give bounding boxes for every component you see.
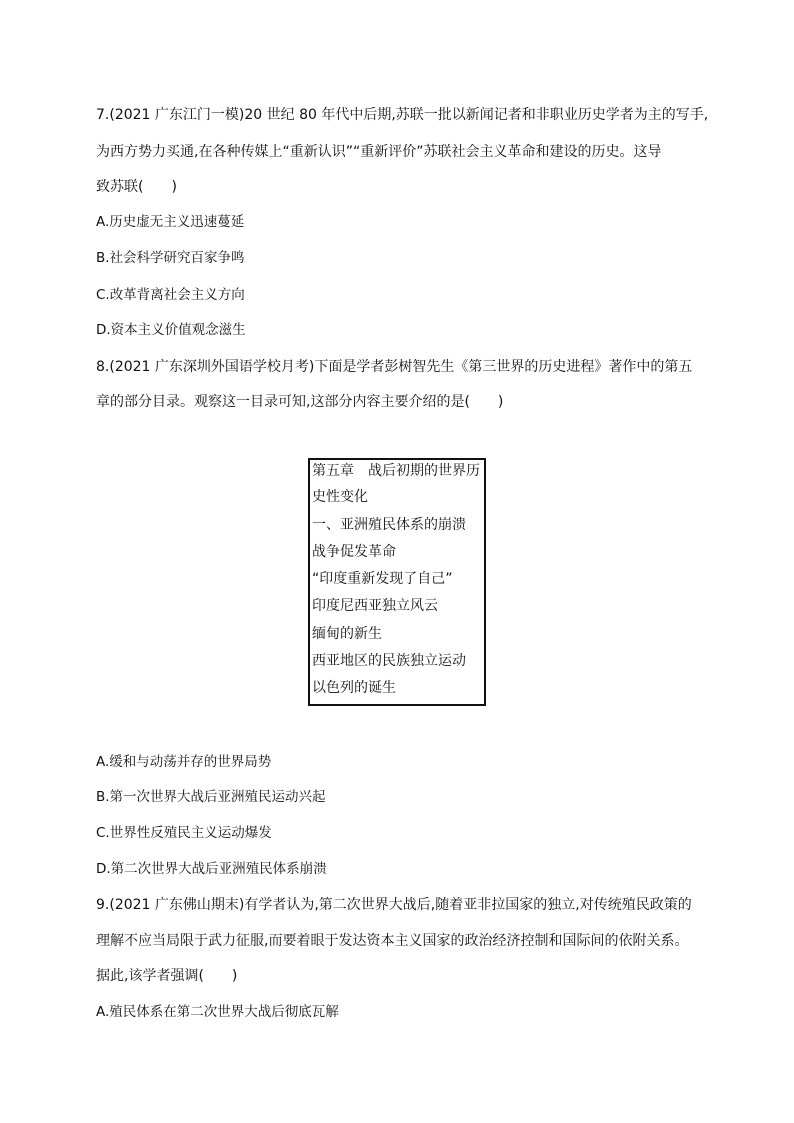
q8-option-b: B.第一次世界大战后亚洲殖民运动兴起	[96, 789, 326, 805]
toc-entry: 第五章 战后初期的世界历	[312, 463, 480, 479]
q7-stem-line-1: 7.(2021 广东江门一模)20 世纪 80 年代中后期,苏联一批以新闻记者和非职业历史学者为主的写手,	[96, 107, 709, 123]
q8-option-d: D.第二次世界大战后亚洲殖民体系崩溃	[96, 861, 327, 877]
toc-entry: 印度尼西亚独立风云	[312, 598, 438, 614]
toc-entry: 缅甸的新生	[312, 626, 382, 642]
q7-stem-line-3: 致苏联( )	[96, 179, 177, 195]
toc-entry: 西亚地区的民族独立运动	[312, 653, 466, 669]
q7-stem-line-2: 为西方势力买通,在各种传媒上“重新认识”“重新评价”苏联社会主义革命和建设的历史。这导	[96, 144, 662, 160]
q9-stem-line-1: 9.(2021 广东佛山期末)有学者认为,第二次世界大战后,随着亚非拉国家的独立,对传统殖民政策的	[96, 897, 692, 913]
q8-option-a: A.缓和与动荡并存的世界局势	[96, 754, 272, 770]
toc-entry: 战争促发革命	[312, 544, 396, 560]
q9-stem-line-3: 据此,该学者强调( )	[96, 968, 238, 984]
q9-stem-line-2: 理解不应当局限于武力征服,而要着眼于发达资本主义国家的政治经济控制和国际间的依附关系。	[96, 933, 689, 949]
q8-stem-line-2: 章的部分目录。观察这一目录可知,这部分内容主要介绍的是( )	[96, 394, 504, 410]
toc-entry: 以色列的诞生	[312, 680, 396, 696]
toc-entry: 史性变化	[312, 489, 368, 505]
toc-entry: 一、亚洲殖民体系的崩溃	[312, 517, 466, 533]
q9-option-a: A.殖民体系在第二次世界大战后彻底瓦解	[96, 1004, 339, 1020]
q7-option-c: C.改革背离社会主义方向	[96, 287, 245, 303]
q8-option-c: C.世界性反殖民主义运动爆发	[96, 825, 272, 841]
toc-entry: “印度重新发现了自己”	[312, 571, 453, 587]
table-of-contents-box	[308, 458, 486, 706]
q8-stem-line-1: 8.(2021 广东深圳外国语学校月考)下面是学者彭树智先生《第三世界的历史进程》著作中的第五	[96, 359, 693, 375]
q7-option-a: A.历史虚无主义迅速蔓延	[96, 214, 245, 230]
q7-option-b: B.社会科学研究百家争鸣	[96, 250, 245, 266]
q7-option-d: D.资本主义价值观念滋生	[96, 322, 246, 338]
